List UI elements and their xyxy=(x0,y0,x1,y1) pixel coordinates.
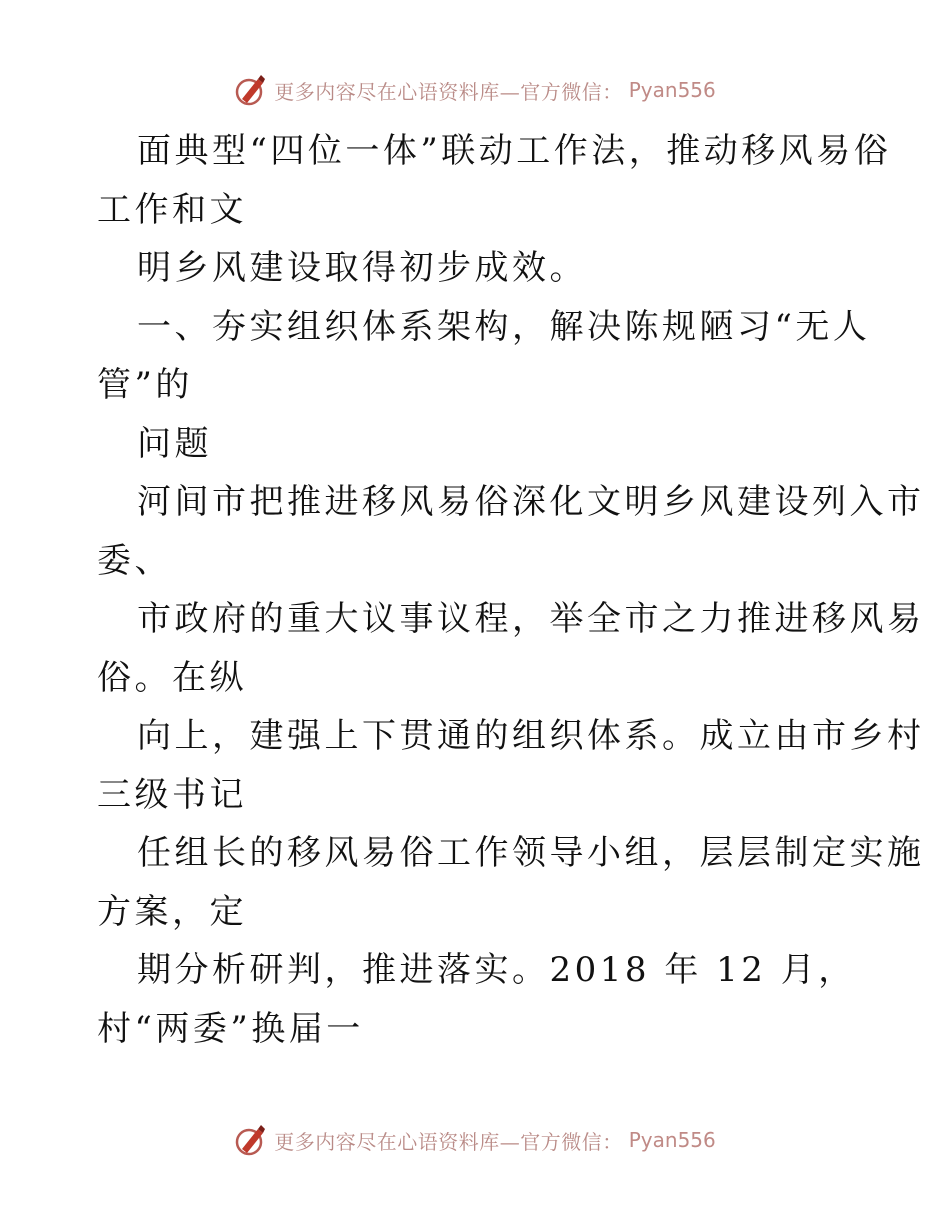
text-line: 村“两委”换届一 xyxy=(97,1008,364,1049)
watermark-wechat-id: Pyan556 xyxy=(628,78,716,102)
text-line: 俗。在纵 xyxy=(97,657,247,698)
watermark-wechat-id: Pyan556 xyxy=(628,1128,716,1152)
watermark-text: 更多内容尽在心语资料库—官方微信： xyxy=(274,79,623,104)
text-line: 任组长的移风易俗工作领导小组，层层制定实施 xyxy=(137,833,925,873)
text-line: 管”的 xyxy=(97,365,193,405)
footer-watermark xyxy=(0,1120,950,1160)
watermark-text: 更多内容尽在心语资料库—官方微信： xyxy=(274,1129,623,1154)
text-line: 工作和文 xyxy=(97,189,247,230)
text-line: 向上，建强上下贯通的组织体系。成立由市乡村 xyxy=(137,716,925,756)
text-line: 河间市把推进移风易俗深化文明乡风建设列入市 xyxy=(137,482,925,522)
pen-logo-icon xyxy=(234,73,268,107)
text-line: 三级书记 xyxy=(97,774,247,815)
text-line: 一、夯实组织体系架构，解决陈规陋习“无人 xyxy=(137,306,871,347)
header-watermark xyxy=(0,70,950,110)
text-line: 问题 xyxy=(137,423,212,464)
text-line: 明乡风建设取得初步成效。 xyxy=(137,248,587,288)
pen-logo-icon xyxy=(234,1123,268,1157)
text-line: 市政府的重大议事议程，举全市之力推进移风易 xyxy=(137,599,925,639)
text-line: 方案，定 xyxy=(97,891,247,932)
text-line: 面典型“四位一体”联动工作法，推动移风易俗 xyxy=(137,131,892,171)
text-line: 委、 xyxy=(97,540,172,581)
text-line: 期分析研判，推进落实。2018 年 12 月， xyxy=(137,950,856,990)
document-body xyxy=(97,122,925,1058)
